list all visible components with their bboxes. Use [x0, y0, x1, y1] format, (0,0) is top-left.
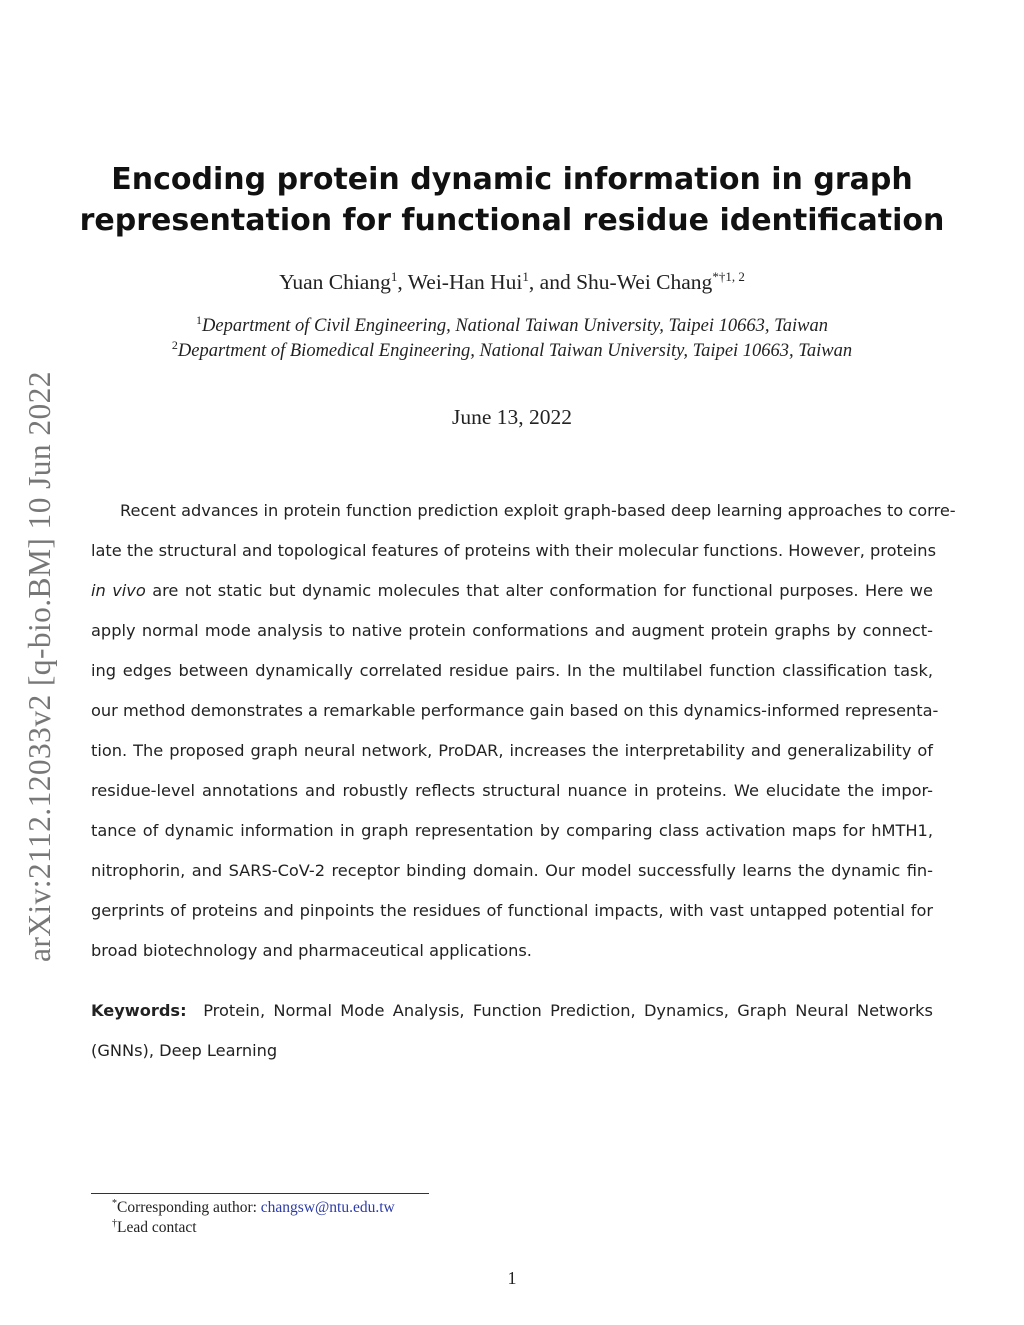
- abstract-line: residue-level annotations and robustly reflects structural nuance in proteins. We elucidate the impor-: [91, 781, 933, 800]
- abstract-line: tance of dynamic information in graph representation by comparing class activation maps for hMTH1,: [91, 821, 933, 840]
- footnote-corresponding: [112, 1199, 395, 1217]
- abstract-line: late the structural and topological features of proteins with their molecular functions. However, proteins: [91, 541, 936, 560]
- author-separator: , and: [528, 270, 577, 294]
- paper-title-line-1: Encoding protein dynamic information in graph: [111, 162, 913, 197]
- corresponding-email-link[interactable]: changsw@ntu.edu.tw: [260, 1199, 395, 1216]
- keywords-label: Keywords:: [91, 1001, 187, 1020]
- author-affil-mark: 1: [522, 269, 529, 284]
- page-number: 1: [507, 1268, 517, 1288]
- abstract-line: [91, 576, 933, 606]
- author-name: Wei-Han Hui: [407, 270, 523, 294]
- author-separator: ,: [397, 270, 408, 294]
- abstract-line: apply normal mode analysis to native protein conformations and augment protein graphs by connect-: [91, 621, 933, 640]
- affiliation-text: Department of Civil Engineering, National Taiwan University, Taipei 10663, Taiwan: [202, 316, 828, 336]
- author-affil-mark: 1: [390, 269, 398, 284]
- author-list: [0, 270, 1024, 295]
- arxiv-identifier: arXiv:2112.12033v2 [q-bio.BM] 10 Jun 2022: [22, 371, 57, 962]
- abstract-line: Recent advances in protein function prediction exploit graph-based deep learning approaches to corre-: [120, 501, 956, 520]
- author-affil-mark: *†1, 2: [712, 269, 745, 284]
- abstract-line: tion. The proposed graph neural network, ProDAR, increases the interpretability and generalizability of: [91, 741, 933, 760]
- abstract-line: ing edges between dynamically correlated residue pairs. In the multilabel function classification task,: [91, 661, 933, 680]
- footnote-divider: [91, 1193, 429, 1194]
- footnote-lead-contact: [112, 1219, 197, 1237]
- affiliation-2: [0, 338, 1024, 362]
- abstract-line: broad biotechnology and pharmaceutical applications.: [91, 941, 532, 960]
- abstract-line-text: are not static but dynamic molecules that alter conformation for functional purposes. Here we: [145, 581, 933, 600]
- footnote-text: Lead contact: [117, 1219, 197, 1236]
- author-name: Yuan Chiang: [279, 270, 391, 294]
- footnote-text: Corresponding author:: [117, 1199, 261, 1216]
- affiliation-mark: 1: [196, 313, 203, 327]
- affiliation-text: Department of Biomedical Engineering, National Taiwan University, Taipei 10663, Taiwan: [177, 341, 853, 361]
- affiliation-1: [0, 313, 1024, 337]
- keywords-line: [91, 996, 933, 1026]
- abstract-italic-term: in vivo: [91, 581, 146, 600]
- paper-title-line-2: representation for functional residue identification: [79, 203, 945, 238]
- affiliation-mark: 2: [171, 338, 178, 352]
- abstract-line: gerprints of proteins and pinpoints the residues of functional impacts, with vast untapped potential for: [91, 901, 933, 920]
- publication-date: June 13, 2022: [451, 405, 573, 429]
- abstract-line: our method demonstrates a remarkable performance gain based on this dynamics-informed representa-: [91, 701, 939, 720]
- footnote-mark: †: [112, 1218, 117, 1229]
- keywords-text: Protein, Normal Mode Analysis, Function Prediction, Dynamics, Graph Neural Networks: [203, 1001, 933, 1020]
- keywords-line: (GNNs), Deep Learning: [91, 1041, 278, 1060]
- abstract-line: nitrophorin, and SARS-CoV-2 receptor binding domain. Our model successfully learns the dynamic fin-: [91, 861, 933, 880]
- footnote-mark: *: [112, 1198, 117, 1209]
- author-name: Shu-Wei Chang: [576, 270, 713, 294]
